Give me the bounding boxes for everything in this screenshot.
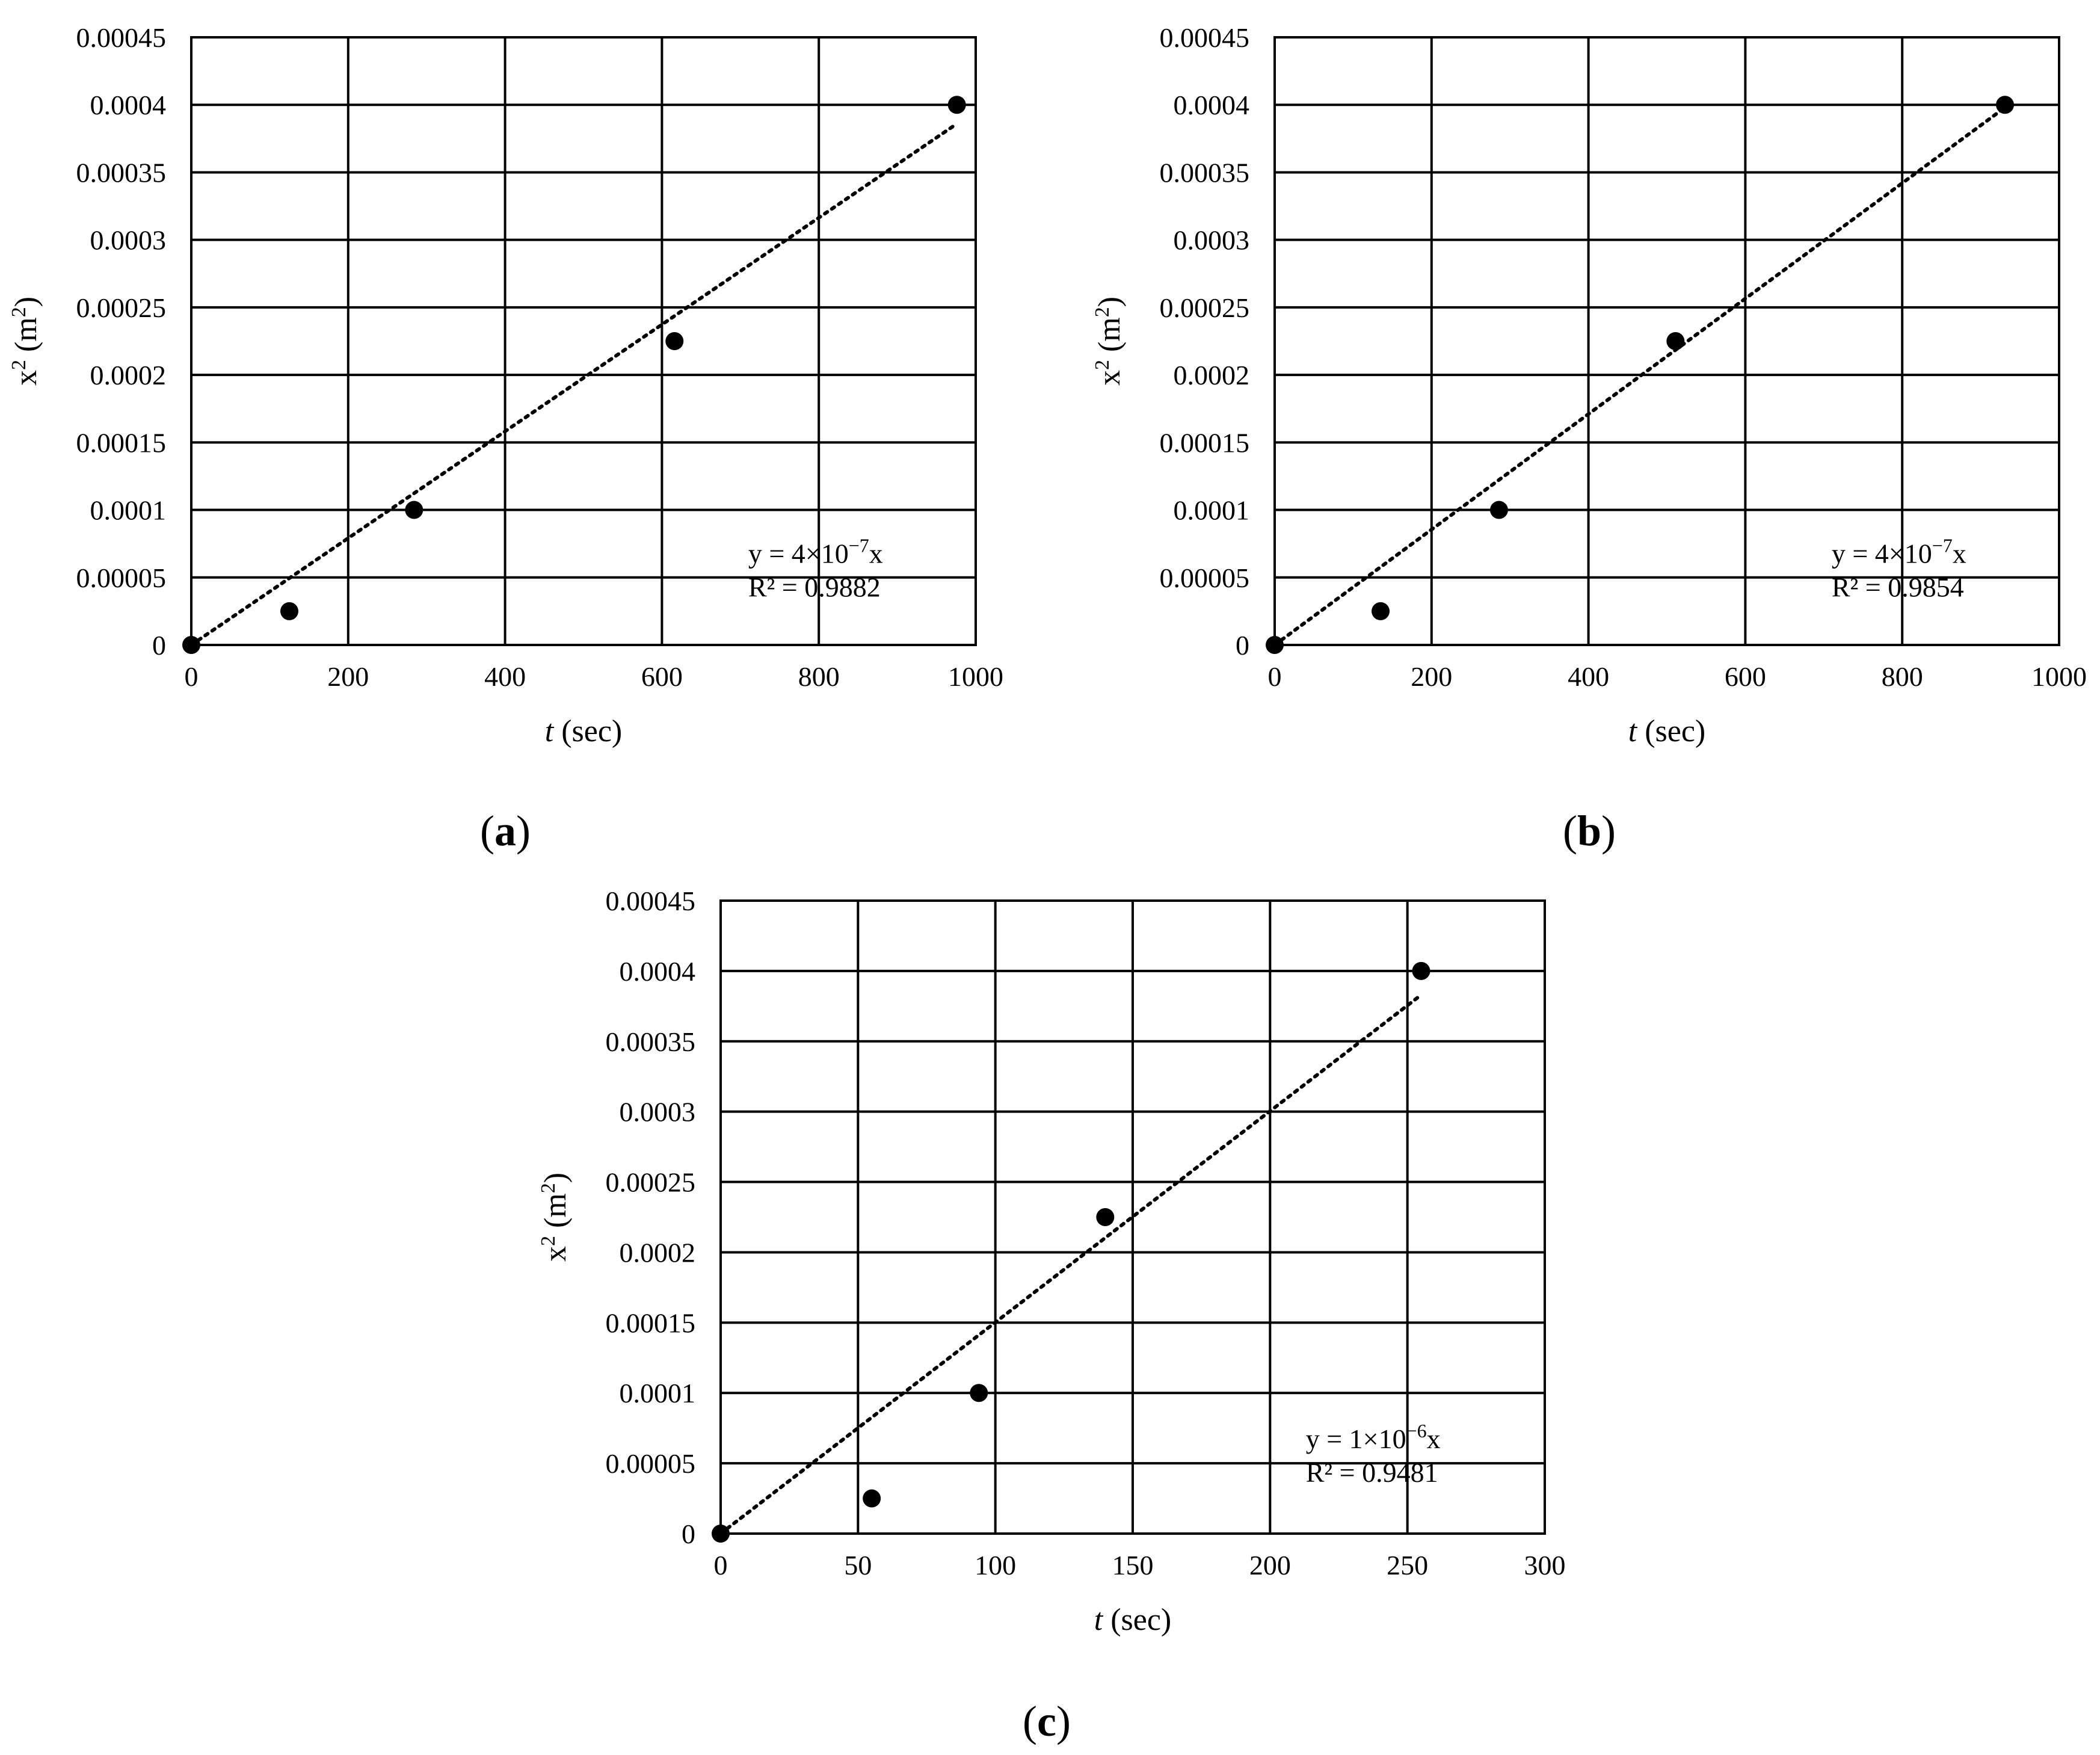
y-tick-label: 0.00035 <box>605 1026 695 1057</box>
r-squared-label: R² = 0.9854 <box>1831 572 1964 603</box>
y-tick-label: 0 <box>1236 630 1249 661</box>
equation-exponent: −7 <box>848 534 869 557</box>
data-point <box>1412 962 1430 980</box>
y-tick-label: 0.0003 <box>90 224 166 256</box>
y-axis-label-unit: (m <box>9 317 43 353</box>
caption-letter-b: b <box>1577 807 1602 855</box>
x-axis-label-unit: (sec) <box>561 714 623 748</box>
y-tick-label: 0.00045 <box>1159 22 1249 53</box>
y-tick-label: 0.00045 <box>76 22 166 53</box>
data-point <box>863 1490 881 1508</box>
x-tick-label: 300 <box>1524 1550 1566 1581</box>
y-tick-label: 0.00015 <box>76 427 166 458</box>
y-axis-label-unit-exp: 2 <box>1091 307 1113 318</box>
trendline-equation <box>1306 1420 1441 1454</box>
x-tick-label: 400 <box>484 661 526 692</box>
y-axis-label-unit-exp: 2 <box>537 1183 559 1194</box>
data-point <box>970 1384 988 1402</box>
y-tick-label: 0.00035 <box>76 157 166 188</box>
y-tick-label: 0.0002 <box>1173 360 1249 391</box>
x-tick-label: 100 <box>975 1550 1017 1581</box>
y-tick-label: 0 <box>152 630 166 661</box>
equation-coefficient: y = 4×10 <box>1831 538 1932 569</box>
equation-variable: x <box>1426 1423 1441 1454</box>
caption-letter-c: c <box>1037 1697 1056 1745</box>
y-axis-label-exp: 2 <box>7 360 30 371</box>
x-tick-label: 600 <box>641 661 683 692</box>
equation-exponent: −7 <box>1932 534 1953 557</box>
x-axis-label-var: t <box>544 714 554 748</box>
y-tick-label: 0.0004 <box>1173 90 1249 121</box>
x-axis-label-var: t <box>1628 714 1637 748</box>
x-axis-label <box>1094 1603 1171 1637</box>
y-tick-label: 0.0003 <box>619 1096 695 1127</box>
equation-coefficient: y = 4×10 <box>748 538 849 569</box>
y-axis-label-unit-close: ) <box>9 296 43 307</box>
x-tick-label: 1000 <box>2031 661 2087 692</box>
x-axis-label-var: t <box>1094 1603 1103 1637</box>
y-axis-label-var: x <box>538 1246 573 1262</box>
y-tick-label: 0.00005 <box>1159 562 1249 593</box>
y-axis-label-var: x <box>9 370 43 386</box>
x-axis-label-space <box>1103 1603 1110 1637</box>
equation-exponent: −6 <box>1406 1419 1427 1442</box>
caption-letter-a: a <box>494 807 516 855</box>
caption-a: (a) <box>480 807 531 855</box>
x-tick-label: 250 <box>1387 1550 1429 1581</box>
y-tick-label: 0 <box>682 1519 695 1549</box>
caption-c: (c) <box>1023 1697 1071 1745</box>
y-axis-label-space <box>538 1228 573 1236</box>
y-tick-label: 0.0002 <box>90 360 166 391</box>
y-tick-label: 0.0004 <box>90 90 166 121</box>
y-tick-label: 0.0002 <box>619 1237 695 1268</box>
y-axis-label-unit-close: ) <box>538 1172 573 1183</box>
y-tick-label: 0.00005 <box>605 1448 695 1479</box>
equation-coefficient: y = 1×10 <box>1305 1423 1406 1454</box>
y-tick-label: 0.00035 <box>1159 157 1249 188</box>
x-tick-label: 50 <box>844 1550 872 1581</box>
y-tick-label: 0.0001 <box>1173 495 1249 526</box>
caption-b: (b) <box>1562 807 1616 855</box>
x-tick-label: 600 <box>1724 661 1766 692</box>
data-point <box>712 1525 730 1543</box>
x-tick-label: 0 <box>1267 661 1282 692</box>
y-tick-label: 0.0003 <box>1173 224 1249 256</box>
y-axis-label-var: x <box>1092 370 1127 386</box>
y-tick-label: 0.00005 <box>76 562 166 593</box>
y-tick-label: 0.00025 <box>76 292 166 323</box>
y-axis-label-unit-close: ) <box>1092 296 1127 307</box>
y-axis-label <box>537 1173 573 1262</box>
x-tick-label: 0 <box>184 661 199 692</box>
y-tick-label: 0.00045 <box>605 886 695 916</box>
y-tick-label: 0.0001 <box>90 495 166 526</box>
y-tick-label: 0.00025 <box>605 1167 695 1198</box>
y-tick-label: 0.00025 <box>1159 292 1249 323</box>
x-tick-label: 1000 <box>948 661 1003 692</box>
y-axis-label-unit: (m <box>538 1193 573 1229</box>
r-squared-label: R² = 0.9882 <box>748 572 881 603</box>
y-axis-label-exp: 2 <box>537 1236 559 1247</box>
x-tick-label: 200 <box>327 661 369 692</box>
y-tick-label: 0.0001 <box>619 1378 695 1409</box>
data-point <box>1096 1208 1114 1226</box>
equation-variable: x <box>869 538 883 569</box>
x-tick-label: 400 <box>1568 661 1610 692</box>
y-axis-label-exp: 2 <box>1091 360 1113 371</box>
y-tick-label: 0.00015 <box>1159 427 1249 458</box>
x-tick-label: 200 <box>1249 1550 1291 1581</box>
y-tick-label: 0.0004 <box>619 955 695 987</box>
y-axis-label-unit-exp: 2 <box>7 307 30 318</box>
x-tick-label: 0 <box>713 1550 728 1581</box>
y-axis-label-unit: (m <box>1092 317 1127 353</box>
y-tick-label: 0.00015 <box>605 1307 695 1339</box>
equation-variable: x <box>1952 538 1966 569</box>
x-tick-label: 200 <box>1411 661 1453 692</box>
x-tick-label: 150 <box>1112 1550 1154 1581</box>
x-tick-label: 800 <box>798 661 840 692</box>
x-axis-label-unit: (sec) <box>1645 714 1706 748</box>
x-tick-label: 800 <box>1881 661 1923 692</box>
x-axis-label-unit: (sec) <box>1110 1603 1172 1637</box>
r-squared-label: R² = 0.9481 <box>1305 1457 1438 1488</box>
